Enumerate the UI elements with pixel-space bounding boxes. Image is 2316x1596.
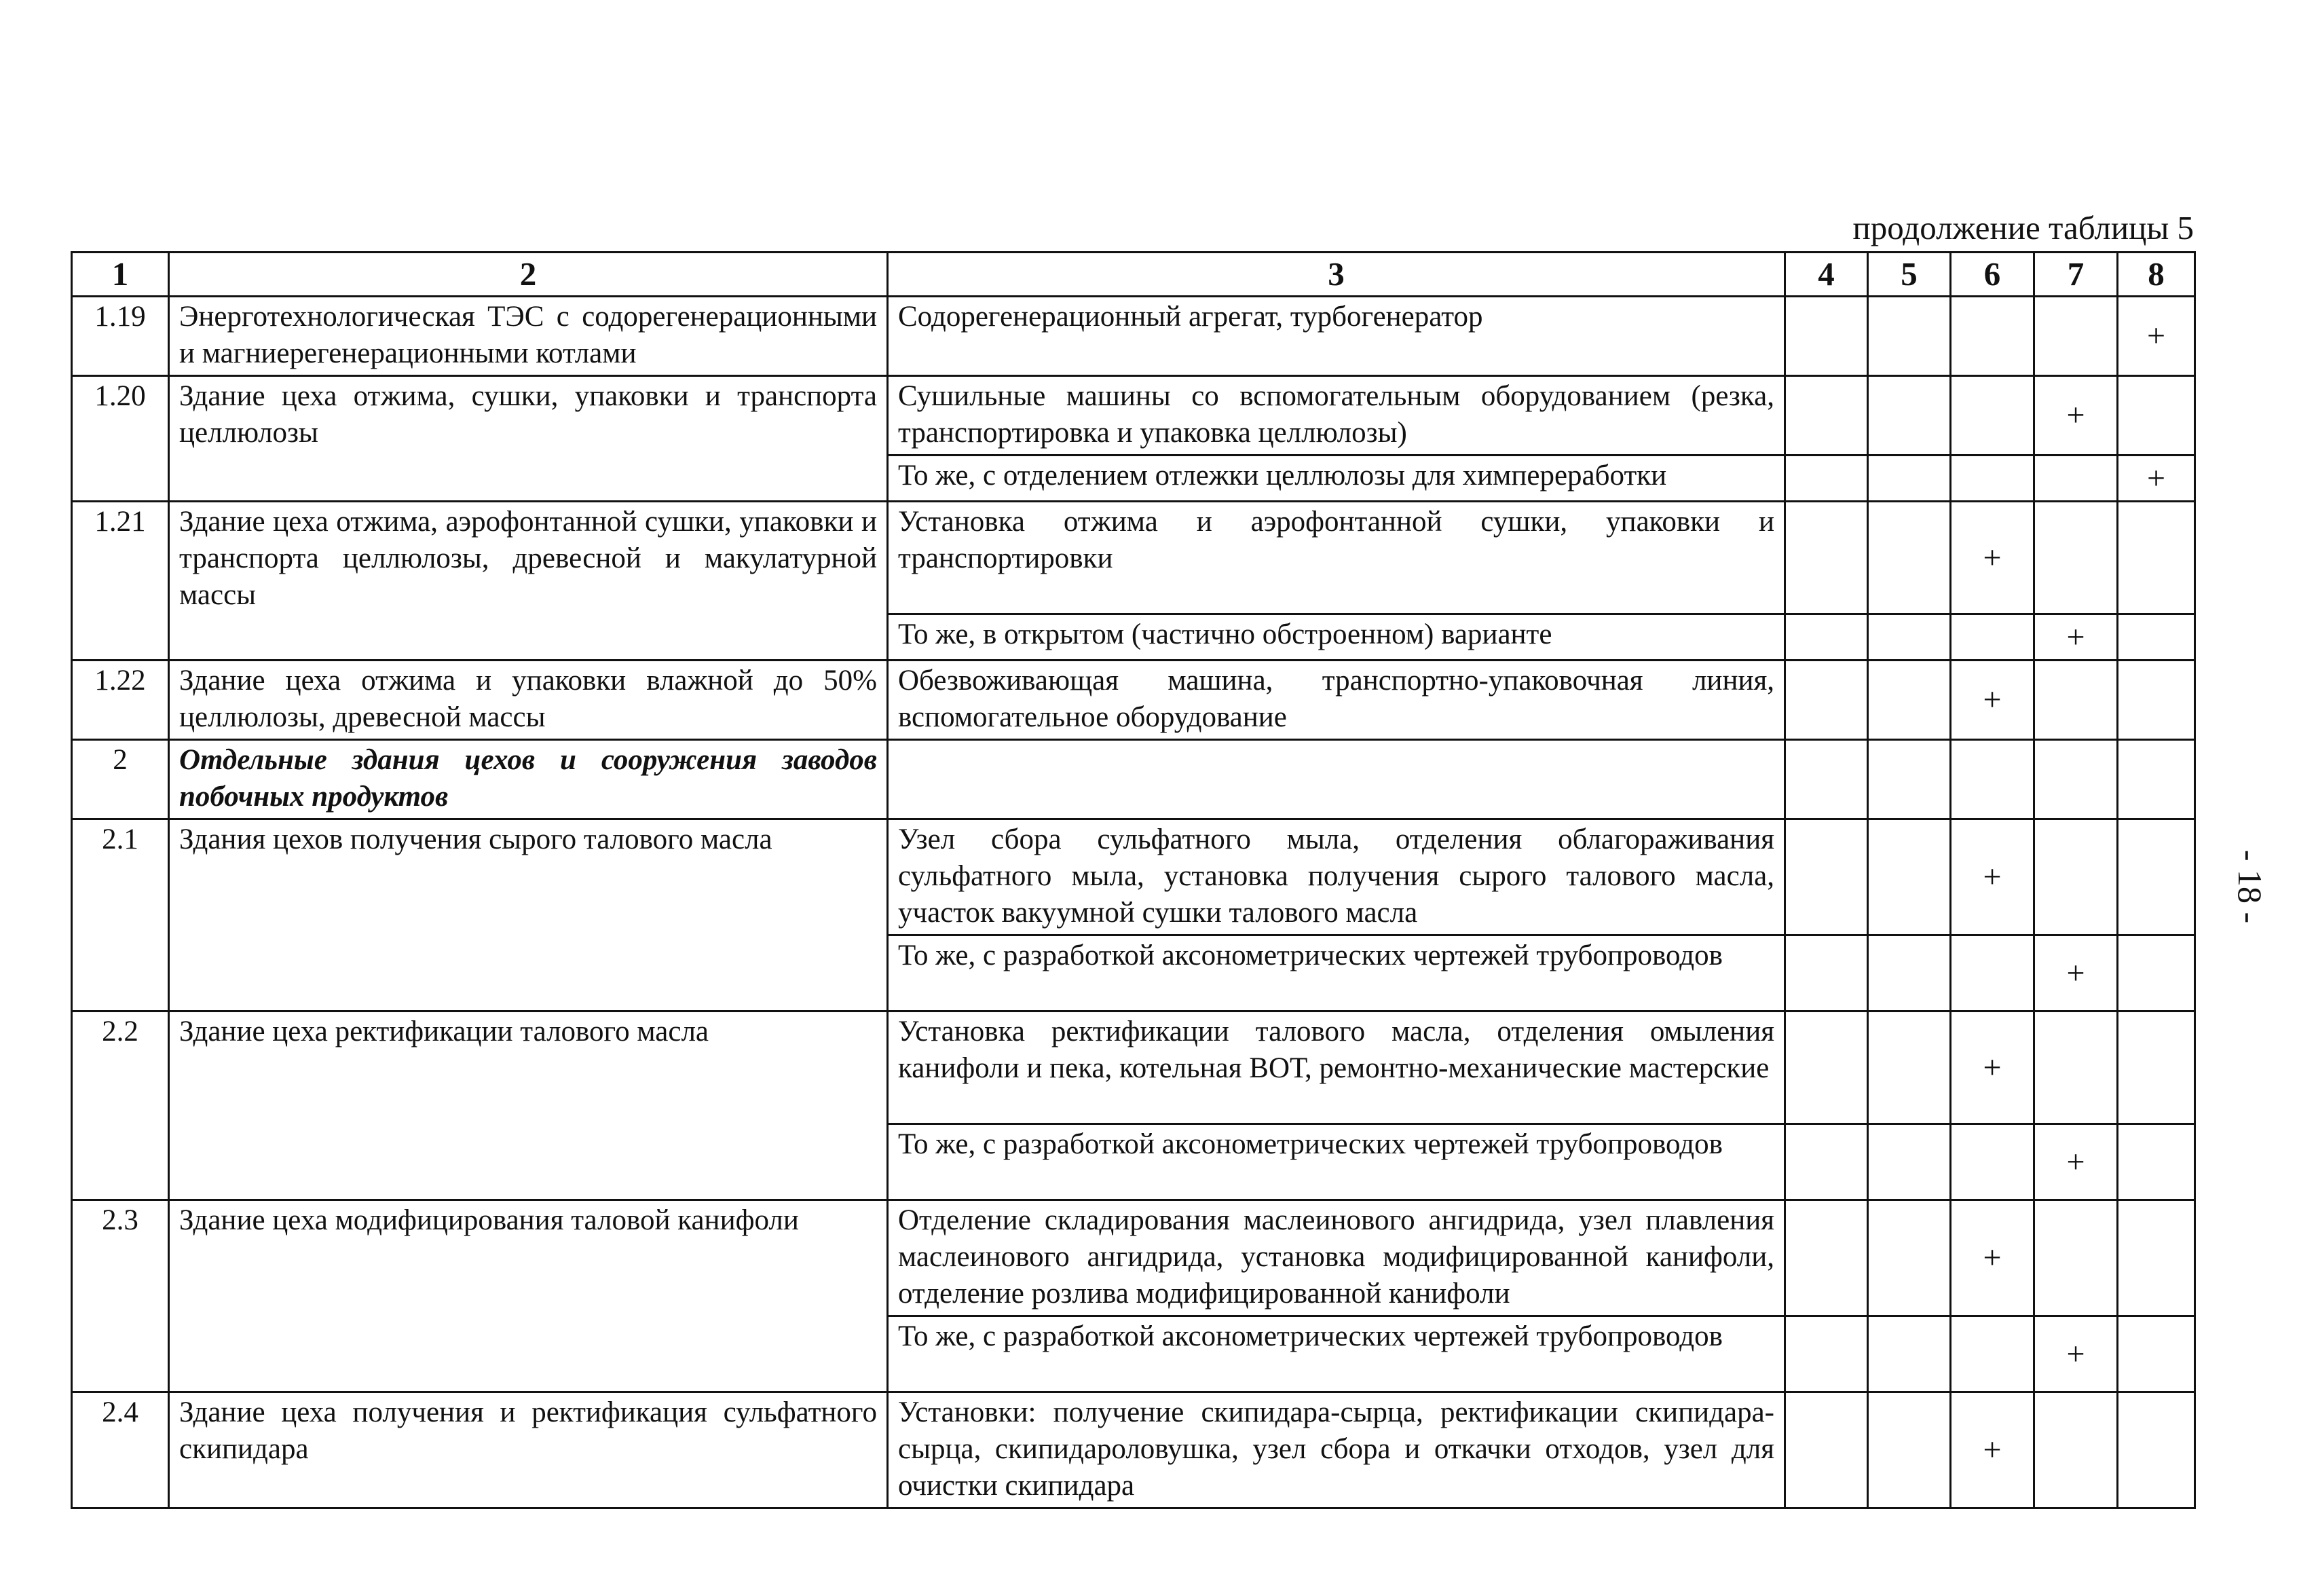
- plus-mark: +: [1951, 502, 2034, 614]
- empty-cell: [1868, 456, 1951, 502]
- empty-cell: [2034, 456, 2118, 502]
- empty-cell: [2118, 1012, 2195, 1124]
- plus-mark: +: [1951, 661, 2034, 740]
- empty-cell: [2034, 1200, 2118, 1316]
- header-row: [72, 253, 2195, 297]
- building-name: Здание цеха отжима, сушки, упаковки и транспорта целлюлозы: [169, 376, 888, 502]
- empty-cell: [1785, 456, 1868, 502]
- empty-cell: [2034, 819, 2118, 935]
- plus-mark: +: [2034, 614, 2118, 661]
- plus-mark: +: [2034, 1124, 2118, 1200]
- column-header: 1: [72, 253, 169, 297]
- empty-cell: [1785, 819, 1868, 935]
- row-number: 2.3: [72, 1200, 169, 1392]
- row-number: 1.22: [72, 661, 169, 740]
- empty-cell: [1785, 614, 1868, 661]
- equipment-description: Отделение складирования маслеинового ангидрида, узел плавления маслеинового ангидрида, установка модифицированной канифоли, отделение розлива модифицированной канифоли: [888, 1200, 1785, 1316]
- equipment-description: Сушильные машины со вспомогательным оборудованием (резка, транспортировка и упаковка целлюлозы): [888, 376, 1785, 456]
- plus-mark: +: [2034, 1316, 2118, 1392]
- row-number: 2.4: [72, 1392, 169, 1508]
- plus-mark: +: [2034, 376, 2118, 456]
- row-number: 2: [72, 740, 169, 819]
- empty-cell: [2034, 502, 2118, 614]
- table-row: [72, 502, 2195, 614]
- empty-cell: [1951, 456, 2034, 502]
- empty-cell: [1951, 1124, 2034, 1200]
- empty-cell: [1785, 1124, 1868, 1200]
- row-number: 2.1: [72, 819, 169, 1012]
- empty-cell: [1785, 297, 1868, 376]
- page-number: - 18 -: [2231, 849, 2269, 924]
- column-header: 2: [169, 253, 888, 297]
- empty-cell: [1868, 661, 1951, 740]
- row-number: 2.2: [72, 1012, 169, 1200]
- column-header: 6: [1951, 253, 2034, 297]
- empty-cell: [2118, 661, 2195, 740]
- building-name: Здание цеха ректификации талового масла: [169, 1012, 888, 1200]
- empty-cell: [1785, 1012, 1868, 1124]
- empty-cell: [1951, 1316, 2034, 1392]
- empty-cell: [1951, 376, 2034, 456]
- empty-cell: [2034, 1392, 2118, 1508]
- empty-cell: [1868, 1124, 1951, 1200]
- empty-cell: [1868, 1392, 1951, 1508]
- empty-cell: [1868, 502, 1951, 614]
- empty-cell: [2118, 502, 2195, 614]
- equipment-description: То же, с отделением отлежки целлюлозы для химпереработки: [888, 456, 1785, 502]
- section-title: Отдельные здания цехов и сооружения заводов побочных продуктов: [169, 740, 888, 819]
- table-row: [72, 376, 2195, 456]
- empty-cell: [1868, 297, 1951, 376]
- table-row: [72, 1392, 2195, 1508]
- table-row: [72, 661, 2195, 740]
- equipment-description: То же, с разработкой аксонометрических чертежей трубопроводов: [888, 935, 1785, 1012]
- table-row: [72, 1012, 2195, 1124]
- empty-cell: [1868, 1316, 1951, 1392]
- data-table: [71, 251, 2196, 1509]
- empty-cell: [1868, 935, 1951, 1012]
- empty-cell: [1868, 376, 1951, 456]
- table-caption: продолжение таблицы 5: [1852, 209, 2194, 246]
- equipment-description: Обезвоживающая машина, транспортно-упаковочная линия, вспомогательное оборудование: [888, 661, 1785, 740]
- plus-mark: +: [1951, 1200, 2034, 1316]
- table-row: [72, 819, 2195, 935]
- plus-mark: +: [1951, 1012, 2034, 1124]
- building-name: Здание цеха отжима, аэрофонтанной сушки, упаковки и транспорта целлюлозы, древесной и макулатурной массы: [169, 502, 888, 661]
- empty-cell: [2118, 1200, 2195, 1316]
- equipment-description: То же, с разработкой аксонометрических чертежей трубопроводов: [888, 1316, 1785, 1392]
- plus-mark: +: [2034, 935, 2118, 1012]
- empty-cell: [2118, 614, 2195, 661]
- row-number: 1.21: [72, 502, 169, 661]
- equipment-description: [888, 740, 1785, 819]
- row-number: 1.20: [72, 376, 169, 502]
- building-name: Здание цеха отжима и упаковки влажной до 50% целлюлозы, древесной массы: [169, 661, 888, 740]
- empty-cell: [2118, 1316, 2195, 1392]
- empty-cell: [1785, 502, 1868, 614]
- empty-cell: [1868, 819, 1951, 935]
- empty-cell: [2118, 376, 2195, 456]
- empty-cell: [1785, 740, 1868, 819]
- empty-cell: [1785, 661, 1868, 740]
- empty-cell: [2034, 740, 2118, 819]
- equipment-description: Узел сбора сульфатного мыла, отделения облагораживания сульфатного мыла, установка получения сырого талового масла, участок вакуумной сушки талового масла: [888, 819, 1785, 935]
- row-number: 1.19: [72, 297, 169, 376]
- table-row: [72, 297, 2195, 376]
- empty-cell: [1868, 614, 1951, 661]
- table-row: [72, 1200, 2195, 1316]
- plus-mark: +: [2118, 297, 2195, 376]
- empty-cell: [2034, 1012, 2118, 1124]
- building-name: Энерготехнологическая ТЭС с содорегенерационными и магниерегенерационными котлами: [169, 297, 888, 376]
- table-body: [72, 297, 2195, 1508]
- empty-cell: [2118, 1124, 2195, 1200]
- empty-cell: [2118, 740, 2195, 819]
- column-header: 7: [2034, 253, 2118, 297]
- empty-cell: [1951, 740, 2034, 819]
- empty-cell: [1785, 1316, 1868, 1392]
- empty-cell: [1785, 1392, 1868, 1508]
- column-header: 4: [1785, 253, 1868, 297]
- empty-cell: [1868, 1200, 1951, 1316]
- empty-cell: [1868, 740, 1951, 819]
- empty-cell: [1951, 297, 2034, 376]
- column-header: 8: [2118, 253, 2195, 297]
- building-name: Здание цеха модифицирования таловой канифоли: [169, 1200, 888, 1392]
- empty-cell: [2118, 935, 2195, 1012]
- equipment-description: Установка ректификации талового масла, отделения омыления канифоли и пека, котельная ВОТ, ремонтно-механические мастерские: [888, 1012, 1785, 1124]
- plus-mark: +: [2118, 456, 2195, 502]
- empty-cell: [1951, 935, 2034, 1012]
- empty-cell: [2118, 1392, 2195, 1508]
- empty-cell: [2034, 297, 2118, 376]
- column-header: 3: [888, 253, 1785, 297]
- equipment-description: Содорегенерационный агрегат, турбогенератор: [888, 297, 1785, 376]
- plus-mark: +: [1951, 819, 2034, 935]
- building-name: Здания цехов получения сырого талового масла: [169, 819, 888, 1012]
- empty-cell: [2118, 819, 2195, 935]
- equipment-description: Установки: получение скипидара-сырца, ректификации скипидара-сырца, скипидароловушка, узел сбора и откачки отходов, узел для очистки скипидара: [888, 1392, 1785, 1508]
- equipment-description: Установка отжима и аэрофонтанной сушки, упаковки и транспортировки: [888, 502, 1785, 614]
- empty-cell: [1785, 935, 1868, 1012]
- column-header: 5: [1868, 253, 1951, 297]
- empty-cell: [1785, 376, 1868, 456]
- plus-mark: +: [1951, 1392, 2034, 1508]
- equipment-description: То же, с разработкой аксонометрических чертежей трубопроводов: [888, 1124, 1785, 1200]
- empty-cell: [1785, 1200, 1868, 1316]
- table-row: [72, 740, 2195, 819]
- empty-cell: [1951, 614, 2034, 661]
- empty-cell: [2034, 661, 2118, 740]
- empty-cell: [1868, 1012, 1951, 1124]
- equipment-description: То же, в открытом (частично обстроенном) варианте: [888, 614, 1785, 661]
- building-name: Здание цеха получения и ректификация сульфатного скипидара: [169, 1392, 888, 1508]
